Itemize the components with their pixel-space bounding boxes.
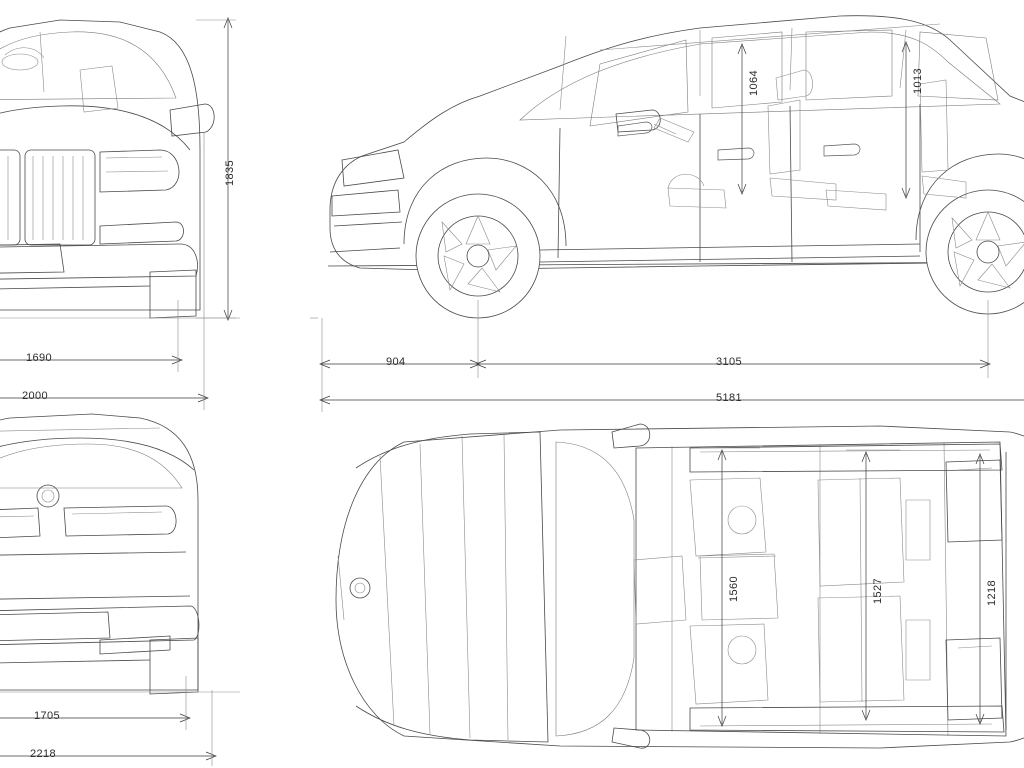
side-view-dimensions	[320, 300, 1024, 412]
dim-third-row-shoulder: 1218	[986, 579, 998, 606]
dim-rear-width: 2218	[30, 748, 57, 760]
dim-rear-track: 1705	[34, 710, 61, 722]
dim-front-shoulder: 1560	[728, 575, 740, 602]
dim-front-height: 1835	[224, 159, 236, 186]
dim-front-overhang: 904	[386, 356, 406, 368]
dim-wheelbase: 3105	[716, 356, 743, 368]
side-view-group	[328, 16, 1024, 318]
top-view-group	[336, 424, 1024, 748]
dim-total-length: 5181	[716, 392, 743, 404]
rear-view-group	[0, 414, 240, 694]
dim-front-track: 1690	[26, 352, 53, 364]
dim-front-headroom: 1064	[748, 69, 760, 96]
dim-front-width: 2000	[22, 390, 49, 402]
dim-second-row-shoulder: 1527	[872, 577, 884, 604]
side-view-interior-dimensions	[738, 42, 910, 198]
top-view-dimensions	[700, 448, 984, 726]
dim-rear-headroom: 1013	[912, 67, 924, 94]
